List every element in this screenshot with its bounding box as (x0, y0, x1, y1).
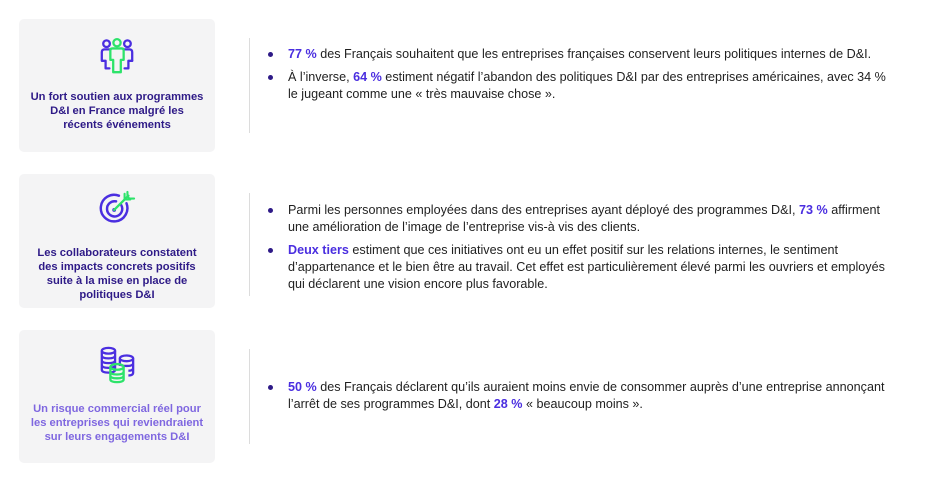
divider (249, 349, 250, 444)
bullet-list (268, 379, 888, 419)
highlight-stat: 50 % (288, 380, 317, 394)
bullet-text: affirment une amélioration de l’image de l’entreprise vis-à vis des clients. (288, 203, 880, 234)
list-item (268, 46, 888, 63)
bullet-text: des Français souhaitent que les entreprises françaises conservent leurs politiques internes de D&I. (316, 47, 872, 61)
bullet-text: Parmi les personnes employées dans des entreprises ayant déployé des programmes D&I, (288, 203, 800, 217)
highlight-stat: 64 % (353, 70, 382, 84)
section-title: Un fort soutien aux programmes D&I en France malgré les récents événements (30, 91, 204, 131)
list-item (268, 202, 888, 236)
bullet-text: estiment que ces initiatives ont eu un effet positif sur les relations internes, le sentiment d’appartenance et le bien être au travail. Cet effet est particulièrement élevé parmi les ouvriers et employés qui déclarent une vision encore plus favorable. (288, 243, 885, 291)
list-item (268, 69, 888, 103)
highlight-stat: 77 % (288, 47, 317, 61)
section-card-impacts (19, 174, 215, 308)
highlight-stat: 73 % (799, 203, 828, 217)
section-title: Un risque commercial réel pour les entreprises qui reviendraient sur leurs engagements D&I (30, 403, 204, 443)
section-title: Les collaborateurs constatent des impacts concrets positifs suite à la mise en place de politiques D&I (37, 247, 197, 301)
highlight-stat: Deux tiers (288, 243, 349, 257)
list-item (268, 379, 888, 413)
people-group-icon (98, 38, 136, 76)
bullet-list (268, 202, 888, 299)
divider (249, 193, 250, 296)
divider (249, 38, 250, 133)
section-card-commercial-risk (19, 330, 215, 463)
bullet-dot (268, 248, 273, 253)
bullet-list (268, 46, 888, 109)
bullet-dot (268, 385, 273, 390)
highlight-stat: 28 % (493, 397, 523, 411)
coin-stacks-icon (98, 346, 136, 384)
bullet-text: des Français déclarent qu’ils auraient moins envie de consommer auprès d’une entreprise annonçant l’arrêt de ses programmes D&I, dont (288, 380, 885, 411)
bullet-text: estiment négatif l’abandon des politiques D&I par des entreprises américaines, avec 34 % le jugeant comme une « très mauvaise chose ». (288, 70, 886, 101)
bullet-dot (268, 208, 273, 213)
bullet-dot (268, 52, 273, 57)
target-arrow-icon (98, 190, 136, 228)
section-card-support (19, 19, 215, 152)
bullet-text: « beaucoup moins ». (522, 397, 643, 411)
bullet-text: À l’inverse, (288, 70, 354, 84)
list-item (268, 242, 888, 293)
bullet-dot (268, 75, 273, 80)
